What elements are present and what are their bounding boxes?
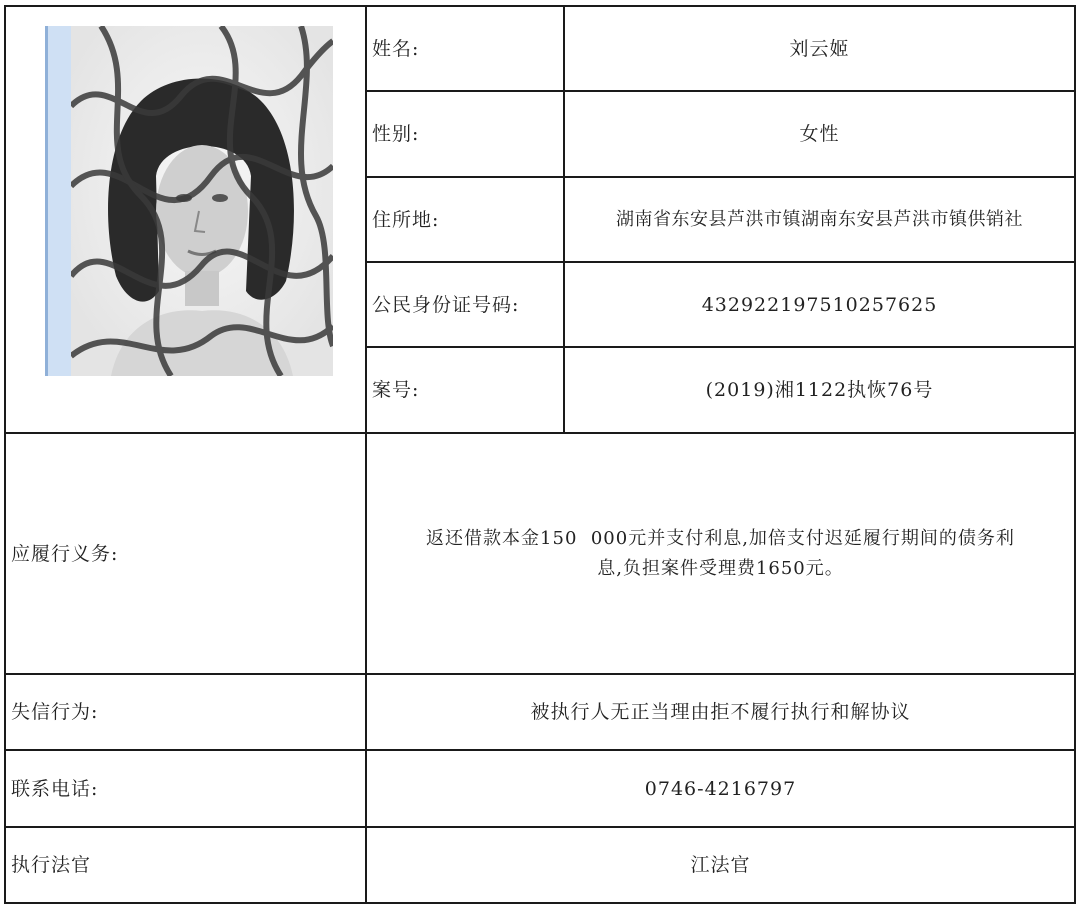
photo-frame-edge: [45, 26, 71, 376]
case-number-value: (2019)湘1122执恢76号: [705, 379, 934, 401]
dishonest-behavior-value: 被执行人无正当理由拒不履行执行和解协议: [530, 701, 911, 723]
name-label: 姓名:: [372, 37, 420, 60]
table-border-bottom: [4, 902, 1076, 904]
obligation-line-1: 返还借款本金150 000元并支付利息,加倍支付迟延履行期间的债务利: [426, 527, 1015, 549]
id-number-value: 432922197510257625: [701, 293, 938, 316]
gender-label: 性别:: [372, 123, 420, 145]
dishonest-behavior-label: 失信行为:: [11, 701, 99, 723]
case-number-label: 案号:: [372, 379, 420, 401]
judge-label: 执行法官: [11, 854, 92, 876]
obligation-line-2: 息,负担案件受理费1650元。: [597, 557, 844, 579]
portrait-photo: [45, 26, 333, 376]
address-label: 住所地:: [372, 208, 440, 231]
name-value: 刘云姬: [789, 37, 850, 60]
obligation-label: 应履行义务:: [11, 542, 119, 565]
phone-value: 0746-4216797: [644, 777, 797, 800]
judge-value: 江法官: [690, 854, 751, 876]
table-border-right: [1074, 5, 1076, 904]
address-value: 湖南省东安县芦洪市镇湖南东安县芦洪市镇供销社: [616, 208, 1023, 230]
obligation-value: [367, 434, 1074, 673]
phone-label: 联系电话:: [11, 777, 99, 800]
portrait-image: [71, 26, 333, 376]
id-number-label: 公民身份证号码:: [372, 293, 520, 316]
gender-value: 女性: [799, 123, 840, 145]
